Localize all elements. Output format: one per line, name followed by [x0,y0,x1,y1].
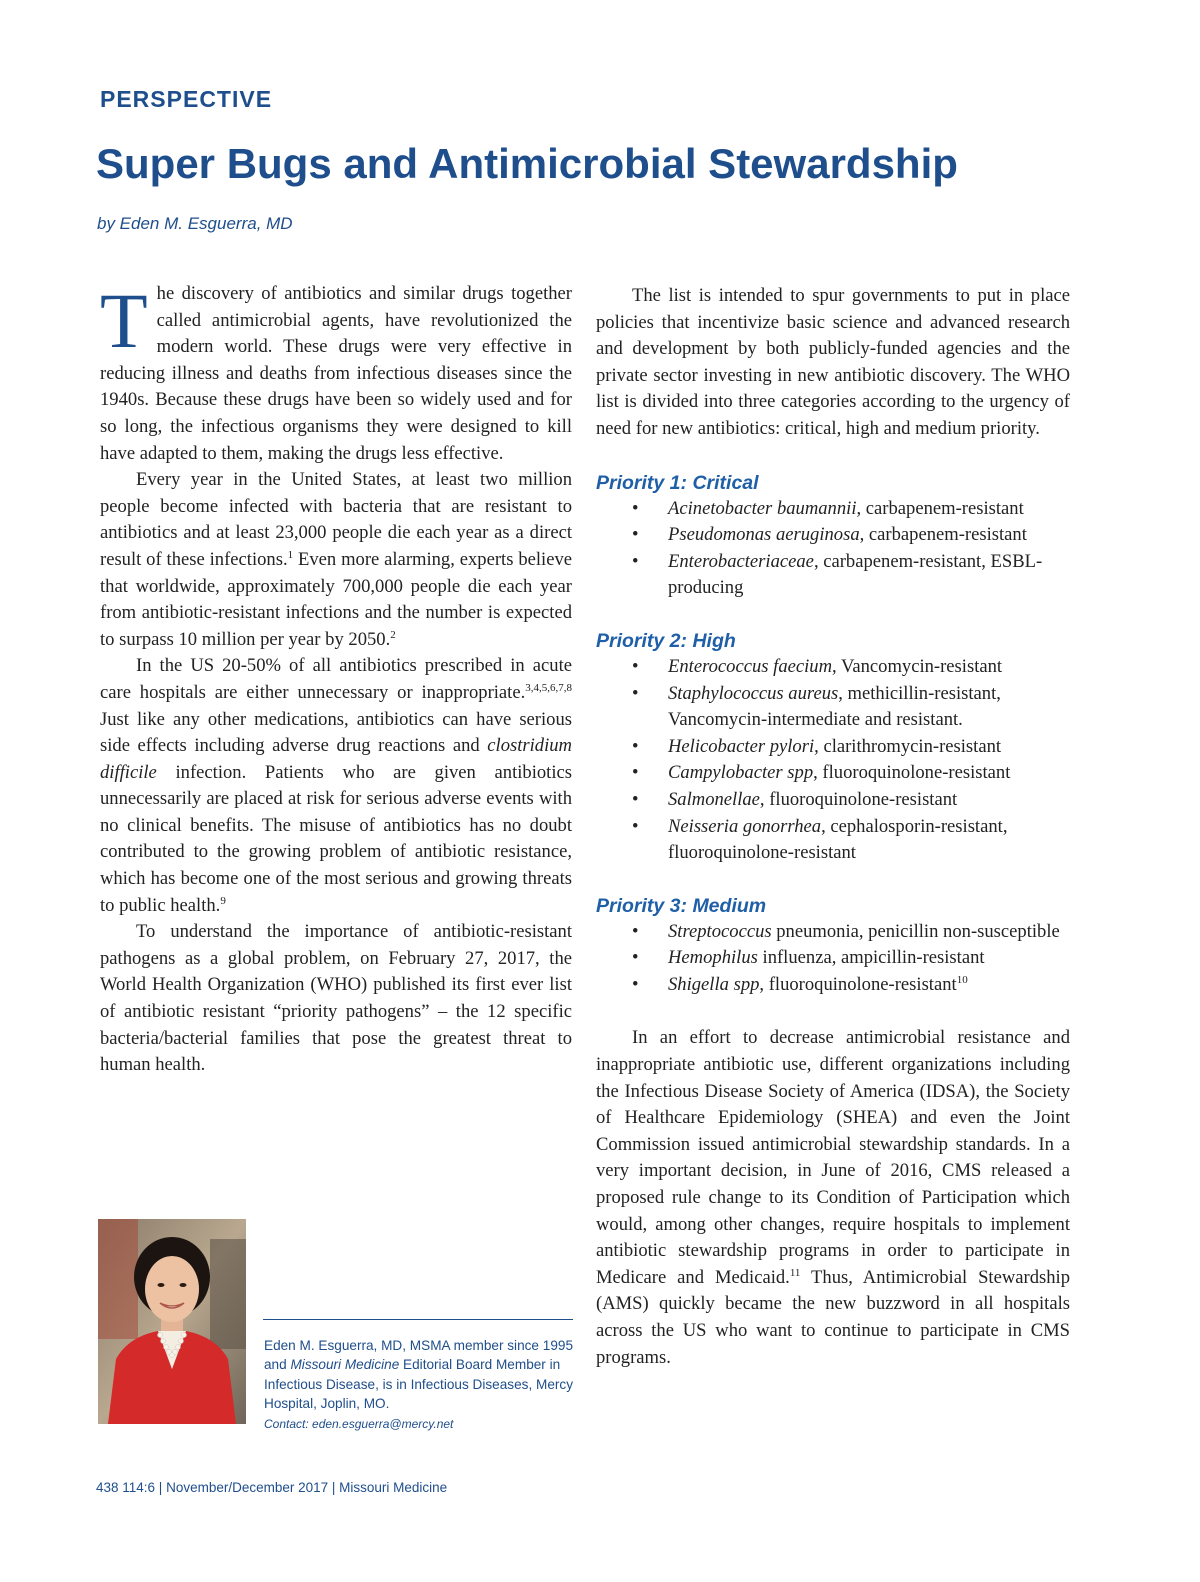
pathogen-name: Campylobacter spp [668,762,814,784]
pathogen-name: Shigella spp [668,973,760,995]
pathogen-name: Hemophilus [668,947,758,969]
pathogen-detail: , Vancomycin-resistant [832,655,1003,677]
author-contact: Contact: eden.esguerra@mercy.net [264,1416,454,1431]
pathogen-detail: influenza, ampicillin-resistant [757,947,985,969]
pathogen-name: Salmonellae [668,788,760,810]
list-item [596,496,1070,523]
paragraph-intro [100,277,572,467]
list-item [596,787,1070,814]
pathogen-name: Enterobacteriaceae [668,550,814,572]
priority-2-list [596,654,1070,867]
pathogen-detail: pneumonia, penicillin non-susceptible [771,920,1060,942]
priority-1-heading: Priority 1: Critical [596,471,759,494]
priority-3-list [596,919,1070,999]
pathogen-name: Staphylococcus aureus [668,682,839,704]
pathogen-detail: , carbapenem-resistant, ESBL-producing [668,550,1043,599]
list-item [596,654,1070,681]
list-item [596,919,1070,946]
journal-name: Missouri Medicine [290,1357,400,1373]
pathogen-detail: , cephalosporin-resistant, fluoroquinolone-resistant [668,815,1008,864]
list-item [596,549,1070,602]
priority-3-heading: Priority 3: Medium [596,894,767,917]
bio-text: Editorial Board Member in Infectious Disease, is in Infectious Diseases, Mercy Hospital, Joplin, MO. [264,1357,574,1412]
list-item [596,734,1070,761]
paragraph-text: Just like any other medications, antibiotics can have serious side effects including adverse drug reactions and [100,708,572,757]
list-item [596,760,1070,787]
list-item [596,814,1070,867]
pathogen-detail: , fluoroquinolone-resistant [759,788,958,810]
reference-9: 9 [220,894,226,907]
page-footer: 438 114:6 | November/December 2017 | Missouri Medicine [96,1480,448,1495]
pathogen-detail: , methicillin-resistant, Vancomycin-intermediate and resistant. [668,682,1001,731]
list-item [596,972,1070,999]
pathogen-detail: , fluoroquinolone-resistant [813,762,1011,784]
bio-text: Eden M. Esguerra, MD, MSMA member since 1995 and [264,1338,573,1373]
pathogen-name: Streptococcus [668,920,772,942]
left-column [100,277,573,1079]
paragraph-text: Every year in the United States, at least two million people become infected with bacteria that are resistant to antibiotics and at least 23,000 people die each year as a direct result of these infections. [100,469,572,570]
pathogen-detail: , carbapenem-resistant [859,524,1027,546]
paragraph-intro-text: he discovery of antibiotics and similar drugs together called antimicrobial agents, have revolutionized the modern world. These drugs were very effective in reducing illness and deaths from infectious diseases since the 1940s. Because these drugs have been so widely used and for so long, the infectious organisms they were designed to kill have adapted to them, making the drugs less effective. [100,283,572,464]
pathogen-detail: , carbapenem-resistant [856,497,1024,519]
pathogen-name: Neisseria gonorrhea [668,815,822,837]
paragraph-list-intro: The list is intended to spur governments to put in place policies that incentivize basic science and advanced research and development by both publicly-funded agencies and the private sector investing in new antibiotic discovery. The WHO list is divided into three categories according to the urgency of need for new antibiotics: critical, high and medium priority. [596,285,1070,439]
paragraph-who: To understand the importance of antibiotic-resistant pathogens as a global problem, on February 27, 2017, the World Health Organization (WHO) published its first ever list of antibiotic resistant “priority pathogens” – the 12 specific bacteria/bacterial families that pose the greatest threat to human health. [100,921,572,1076]
paragraph-text: Even more alarming, experts believe that worldwide, approximately 700,000 people die each year from antibiotic-resistant infections and the number is expected to surpass 10 million per year by 2050. [100,548,573,650]
reference-2: 2 [390,628,396,641]
drop-cap: T [100,277,148,364]
paragraph-statistics [100,467,572,653]
paragraph-text: Thus, Antimicrobial Stewardship (AMS) quickly became the new buzzword in all hospitals across the US who want to continue to participate in CMS programs. [596,1266,1070,1368]
pathogen-detail: , fluoroquinolone-resistant [759,973,957,995]
paragraph-misuse [100,653,572,919]
priority-2-heading: Priority 2: High [596,629,736,652]
list-item [596,681,1070,734]
paragraph-text: In an effort to decrease antimicrobial resistance and inappropriate antibiotic use, different organizations including the Infectious Disease Society of America (IDSA), the Society of Healthcare Epidemiology (SHEA) and even the Joint Commission issued antimicrobial stewardship standards. In a very important decision, in June of 2016, CMS released a proposed rule change to its Condition of Participation which would, among other changes, require hospitals to implement antibiotic stewardship programs in order to participate in Medicare and Medicaid. [596,1027,1070,1288]
page-title: Super Bugs and Antimicrobial Stewardship [96,140,958,187]
section-label: PERSPECTIVE [100,86,273,112]
list-item [596,522,1070,549]
paragraph-text: infection. Patients who are given antibiotics unnecessarily are placed at risk for serious adverse events with no clinical benefits. The misuse of antibiotics has no doubt contributed to the growing problem of antibiotic resistance, which has become one of the most serious and growing threats to public health. [100,761,572,916]
pathogen-name: Enterococcus faecium [668,655,833,677]
reference-1: 1 [287,548,294,561]
italic-term: clostridium difficile [100,735,572,783]
list-item [596,945,1070,972]
paragraph-text: In the US 20-50% of all antibiotics prescribed in acute care hospitals are either unnecessary or inappropriate. [100,655,572,703]
right-column [596,283,1070,1371]
paragraph-stewardship [596,1025,1070,1371]
author-photo [98,1219,246,1424]
reference-3-8: 3,4,5,6,7,8 [525,681,572,694]
author-bio [264,1336,574,1434]
bio-divider [263,1319,573,1320]
pathogen-detail: , clarithromycin-resistant [814,735,1002,757]
pathogen-name: Acinetobacter baumannii [668,497,857,519]
priority-1-list [596,496,1070,602]
byline: by Eden M. Esguerra, MD [97,214,293,233]
reference-10: 10 [956,973,968,986]
reference-11: 11 [789,1266,801,1279]
pathogen-name: Helicobacter pylori [668,735,815,757]
pathogen-name: Pseudomonas aeruginosa [668,524,860,546]
